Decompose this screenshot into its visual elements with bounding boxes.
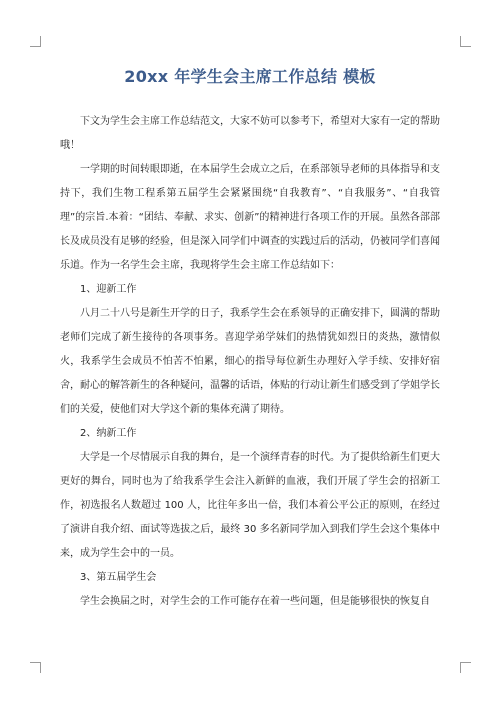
section-heading-2: 2、纳新工作 — [80, 428, 137, 439]
section-heading-1: 1、迎新工作 — [80, 284, 137, 295]
crop-mark-bottom-left — [30, 662, 41, 673]
document-title: 20xx 年学生会主席工作总结 模板 — [124, 67, 376, 86]
section-heading-3: 3、第五届学生会 — [80, 572, 157, 583]
crop-mark-top-left — [30, 36, 41, 47]
paragraph-2: 八月二十八号是新生开学的日子，我系学生会在系领导的正确安排下，圆满的帮助老师们完成了新生接待的各项事务。喜迎学弟学妹们的热情犹如烈日的炎热，激情似火，我系学生会成员不怕苦不怕累，细心的指导每位新生办理好入学手续、安排好宿舍，耐心的解答新生的各种疑问，温馨的话语，体贴的行动让新生们感受到了学姐学长们的关爱，使他们对大学这个新的集体充满了期待。 — [60, 308, 440, 415]
paragraph-4: 学生会换届之时，对学生会的工作可能存在着一些问题，但是能够很快的恢复自 — [80, 596, 430, 607]
crop-mark-bottom-right — [460, 662, 471, 673]
paragraph-1: 一学期的时间转眼即逝，在本届学生会成立之后，在系部领导老师的具体指导和支持下，我们生物工程系第五届学生会紧紧围绕“自我教育”、“自我服务”、“自我管理”的宗旨.本着：“团结、奉献、求实、创新”的精神进行各项工作的开展。虽然各部部长及成员没有足够的经验，但是深入同学们中调查的实践过后的活动，仍被同学们喜闻乐道。作为一名学生会主席，我现将学生会主席工作总结如下： — [60, 164, 440, 271]
document-body — [60, 110, 440, 614]
intro-paragraph: 下文为学生会主席工作总结范文，大家不妨可以参考下，希望对大家有一定的帮助哦！ — [60, 116, 440, 151]
crop-mark-top-right — [460, 36, 471, 47]
paragraph-3: 大学是一个尽情展示自我的舞台，是一个演绎青春的时代。为了提供给新生们更大更好的舞台，同时也为了给我系学生会注入新鲜的血液，我们开展了学生会的招新工作，初选报名人数超过 100 人，比往年多出一倍，我们本着公平公正的原则，在经过了演讲自我介绍、面试等选拔之后，最终 30 多名新同学加入到我们学生会这个集体中来，成为学生会中的一员。 — [60, 452, 440, 559]
